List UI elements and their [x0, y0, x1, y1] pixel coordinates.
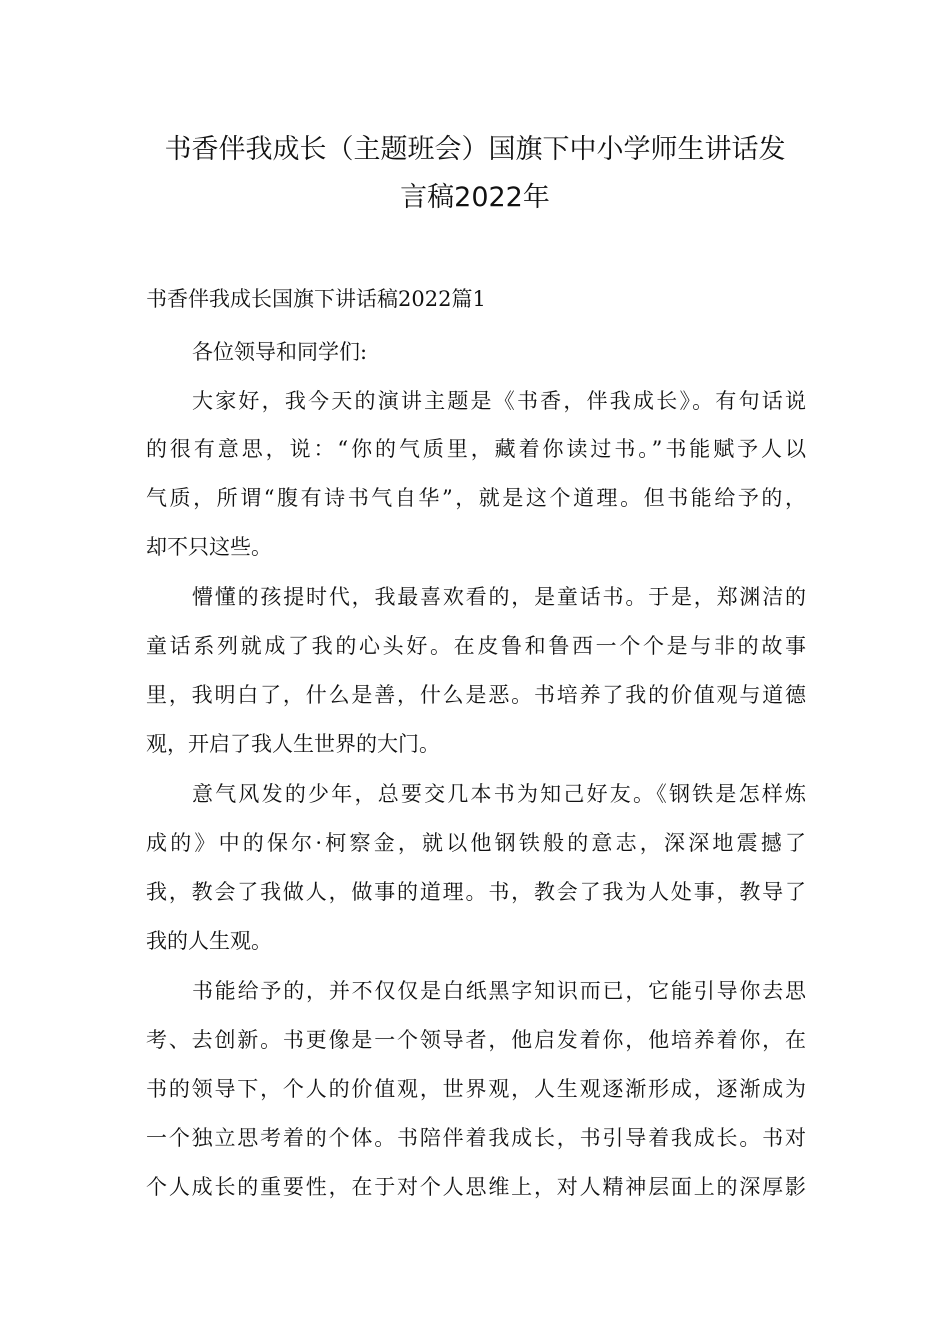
- paragraph-line: 大家好，我今天的演讲主题是《书香，伴我成长》。有句话说: [192, 389, 806, 413]
- paragraph-line: 考、去创新。书更像是一个领导者，他启发着你，他培养着你，在: [146, 1028, 806, 1052]
- paragraph-line: 成的》中的保尔·柯察金，就以他钢铁般的意志，深深地震撼了: [146, 831, 806, 855]
- paragraph-line: 童话系列就成了我的心头好。在皮鲁和鲁西一个个是与非的故事: [146, 634, 806, 658]
- paragraph-line: 意气风发的少年，总要交几本书为知己好友。《钢铁是怎样炼: [192, 782, 806, 806]
- paragraph-line: 气质，所谓“腹有诗书气自华”，就是这个道理。但书能给予的，: [146, 486, 806, 510]
- paragraph-line: 一个独立思考着的个体。书陪伴着我成长，书引导着我成长。书对: [146, 1126, 806, 1150]
- paragraph-line: 里，我明白了，什么是善，什么是恶。书培养了我的价值观与道德: [146, 683, 806, 707]
- paragraph-line: 的很有意思，说：“你的气质里，藏着你读过书。”书能赋予人以: [146, 437, 806, 461]
- paragraph-line: 懵懂的孩提时代，我最喜欢看的，是童话书。于是，郑渊洁的: [192, 585, 806, 609]
- section-heading: 书香伴我成长国旗下讲话稿2022篇1: [146, 287, 486, 311]
- paragraph-line: 却不只这些。: [146, 535, 272, 559]
- paragraph-line: 书的领导下，个人的价值观，世界观，人生观逐渐形成，逐渐成为: [146, 1077, 806, 1101]
- document-title-line-1: 书香伴我成长（主题班会）国旗下中小学师生讲话发: [164, 134, 786, 165]
- salutation: 各位领导和同学们:: [192, 340, 368, 364]
- document-title-line-2: 言稿2022年: [400, 182, 550, 213]
- paragraph-line: 书能给予的，并不仅仅是白纸黑字知识而已，它能引导你去思: [192, 979, 806, 1003]
- paragraph-line: 观，开启了我人生世界的大门。: [146, 732, 440, 756]
- paragraph-line: 我的人生观。: [146, 929, 272, 953]
- paragraph-line: 个人成长的重要性，在于对个人思维上，对人精神层面上的深厚影: [146, 1175, 806, 1199]
- paragraph-line: 我，教会了我做人，做事的道理。书，教会了我为人处事，教导了: [146, 880, 806, 904]
